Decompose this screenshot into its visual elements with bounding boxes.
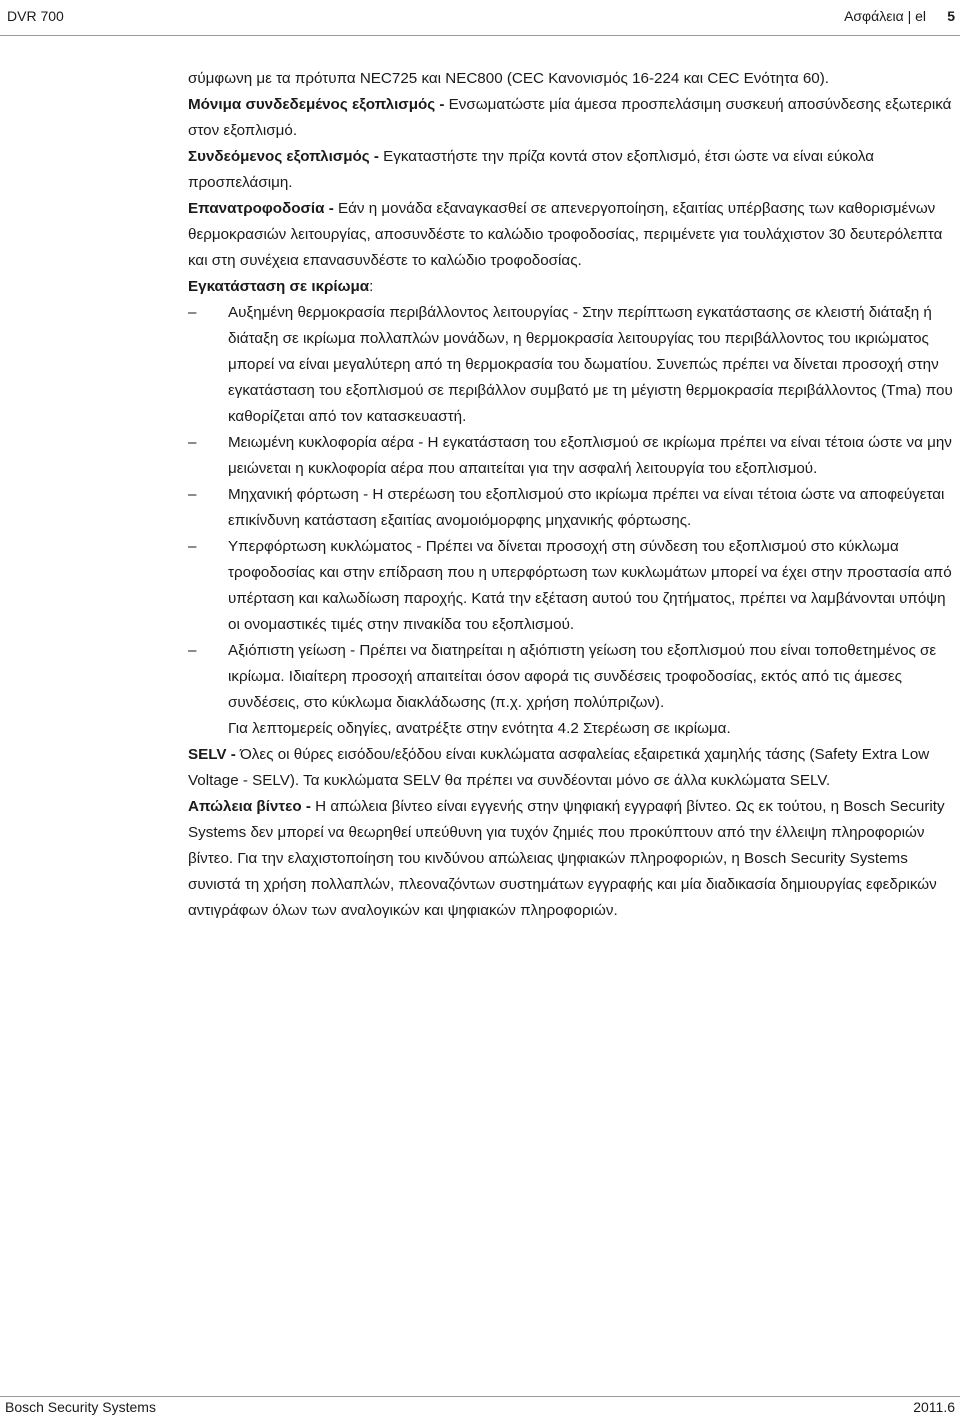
main-content [188, 66, 960, 924]
footer-company: Bosch Security Systems [5, 1399, 156, 1415]
header-doc-title: DVR 700 [7, 8, 64, 24]
text-pluggable-equipment: Εγκαταστήστε την πρίζα κοντά στον εξοπλισμό, έτσι ώστε να είναι εύκολα προσπελάσιμη. [188, 148, 874, 191]
list-item-text: Αυξημένη θερμοκρασία περιβάλλοντος λειτουργίας - Στην περίπτωση εγκατάστασης σε κλειστή διάταξη ή διάταξη σε ικρίωμα πολλαπλών μονάδων, η θερμοκρασία λειτουργίας του περιβάλλοντος του ικριώματος μπορεί να είναι μεγαλύτερη από τη θερμοκρασία του δωματίου. Συνεπώς πρέπει να δίνεται προσοχή στην εγκατάσταση του εξοπλισμού σε περιβάλλον συμβατό με τη μέγιστη θερμοκρασία περιβάλλοντος (Tma) που καθορίζεται από τον κατασκευαστή. [228, 304, 953, 425]
list-item [188, 430, 960, 482]
text-selv: Όλες οι θύρες εισόδου/εξόδου είναι κυκλώματα ασφαλείας εξαιρετικά χαμηλής τάσης (Safety Extra Low Voltage - SELV). Τα κυκλώματα SELV θα πρέπει να συνδέονται μόνο σε άλλα κυκλώματα SELV. [188, 746, 930, 789]
paragraph-pluggable-equipment [188, 144, 960, 196]
list-item-text: Υπερφόρτωση κυκλώματος - Πρέπει να δίνεται προσοχή στη σύνδεση του εξοπλισμού στο κύκλωμα τροφοδοσίας και στην επίδραση που η υπερφόρτωση των κυκλωμάτων μπορεί να έχει στην προστασία από υπέρταση και καλωδίωση παροχής. Κατά την εξέταση αυτού του ζητήματος, πρέπει να λαμβάνονται υπόψη οι ονομαστικές τιμές στην πινακίδα του εξοπλισμού. [228, 538, 952, 633]
text-permanent-equipment: Ενσωματώστε μία άμεσα προσπελάσιμη συσκευή αποσύνδεσης εξωτερικά στον εξοπλισμό. [188, 96, 952, 139]
paragraph-standards: σύμφωνη με τα πρότυπα NEC725 και NEC800 (CEC Κανονισμός 16-224 και CEC Ενότητα 60). [188, 70, 829, 87]
list-item [188, 300, 960, 430]
list-item-note [188, 716, 960, 742]
list-item [188, 534, 960, 638]
list-dash: – [188, 538, 197, 555]
rack-mount-reference: Για λεπτομερείς οδηγίες, ανατρέξτε στην ενότητα 4.2 Στερέωση σε ικρίωμα. [228, 720, 731, 737]
list-dash: – [188, 304, 197, 321]
header-section: Ασφάλεια | el [844, 8, 926, 24]
term-selv: SELV - [188, 746, 236, 763]
list-item [188, 638, 960, 716]
term-rack-mount: Εγκατάσταση σε ικρίωμα [188, 278, 370, 295]
text-power-restore: Εάν η μονάδα εξαναγκασθεί σε απενεργοποίηση, εξαιτίας υπέρβασης των καθορισμένων θερμοκρασιών λειτουργίας, αποσυνδέστε το καλώδιο τροφοδοσίας, περιμένετε για τουλάχιστον 30 δευτερόλεπτα και στη συνέχεια επανασυνδέστε το καλώδιο τροφοδοσίας. [188, 200, 943, 269]
list-item-text: Αξιόπιστη γείωση - Πρέπει να διατηρείται η αξιόπιστη γείωση του εξοπλισμού που είναι τοποθετημένος σε ικρίωμα. Ιδιαίτερη προσοχή απαιτείται όσον αφορά τις συνδέσεις τροφοδοσίας, εκτός από τις άμεσες συνδέσεις, στο κύκλωμα διακλάδωσης (π.χ. χρήση πολύπριζων). [228, 642, 937, 711]
term-pluggable-equipment: Συνδεόμενος εξοπλισμός - [188, 148, 379, 165]
page-footer [0, 1396, 960, 1415]
paragraph-selv [188, 742, 960, 794]
list-dash: – [188, 434, 197, 451]
page-header [0, 0, 960, 36]
list-item-text: Μηχανική φόρτωση - Η στερέωση του εξοπλισμού στο ικρίωμα πρέπει να είναι τέτοια ώστε να αποφεύγεται επικίνδυνη κατάσταση εξαιτίας ανομοιόμορφης μηχανικής φόρτωσης. [228, 486, 945, 529]
paragraph-power-restore [188, 196, 960, 274]
list-item [188, 482, 960, 534]
list-dash: – [188, 486, 197, 503]
list-item-text: Μειωμένη κυκλοφορία αέρα - Η εγκατάσταση του εξοπλισμού σε ικρίωμα πρέπει να είναι τέτοια ώστε να μην μειώνεται η κυκλοφορία αέρα που απαιτείται για την ασφαλή λειτουργία του εξοπλισμού. [228, 434, 952, 477]
list-dash: – [188, 642, 197, 659]
page-number: 5 [947, 8, 955, 24]
paragraph-video-loss [188, 794, 960, 924]
paragraph-permanent-equipment [188, 92, 960, 144]
term-power-restore: Επανατροφοδοσία - [188, 200, 334, 217]
term-permanent-equipment: Μόνιμα συνδεδεμένος εξοπλισμός - [188, 96, 445, 113]
text-video-loss: Η απώλεια βίντεο είναι εγγενής στην ψηφιακή εγγραφή βίντεο. Ως εκ τούτου, η Bosch Security Systems δεν μπορεί να θεωρηθεί υπεύθυνη για τυχόν ζημιές που προκύπτουν από την έλλειψη πληροφοριών βίντεο. Για την ελαχιστοποίηση του κινδύνου απώλειας ψηφιακών πληροφοριών, η Bosch Security Systems συνιστά τη χρήση πολλαπλών, πλεοναζόντων συστημάτων εγγραφής και μία διαδικασία δημιουργίας εφεδρικών αντιγράφων όλων των αναλογικών και ψηφιακών πληροφοριών. [188, 798, 945, 919]
footer-version: 2011.6 [913, 1399, 955, 1415]
rack-mount-colon: : [369, 278, 374, 295]
paragraph-rack-mount-heading [188, 274, 960, 300]
term-video-loss: Απώλεια βίντεο - [188, 798, 311, 815]
